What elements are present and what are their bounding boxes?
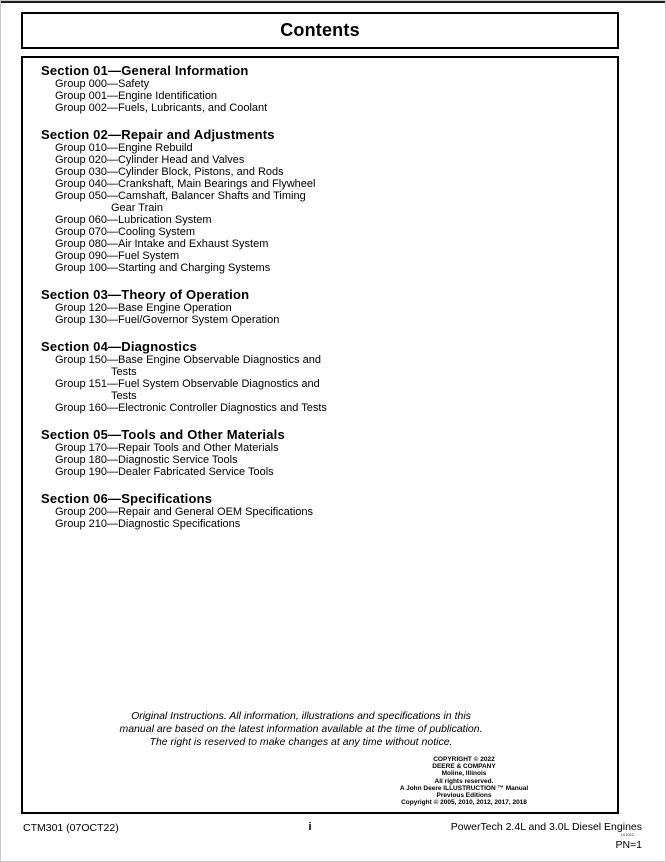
group-entry: Group 210—Diagnostic Specifications xyxy=(55,518,241,530)
publication-notice xyxy=(61,710,541,749)
copyright-line: DEERE & COMPANY xyxy=(432,763,496,771)
group-entry: Group 150—Base Engine Observable Diagnostics and xyxy=(55,354,321,366)
group-entry: Group 030—Cylinder Block, Pistons, and Rods xyxy=(55,166,284,178)
group-entry: Group 120—Base Engine Operation xyxy=(55,302,232,314)
section-heading: Section 06—Specifications xyxy=(41,491,213,506)
copyright-line: Copyright © 2005, 2010, 2012, 2017, 2018 xyxy=(401,799,527,807)
footer-manual-id: CTM301 (07OCT22) xyxy=(23,822,119,834)
section-heading: Section 01—General Information xyxy=(41,63,249,78)
footer-engine-name: PowerTech 2.4L and 3.0L Diesel Engines xyxy=(450,821,642,833)
group-entry-continuation: Tests xyxy=(111,390,137,402)
copyright-line: COPYRIGHT © 2022 xyxy=(433,756,495,763)
copyright-block xyxy=(331,756,597,806)
toc-section xyxy=(41,128,611,274)
toc-section xyxy=(41,492,611,530)
group-entry: Group 160—Electronic Controller Diagnostics and Tests xyxy=(55,402,327,414)
group-entry: Group 010—Engine Rebuild xyxy=(55,142,193,154)
group-entry: Group 000—Safety xyxy=(55,78,150,90)
group-entry: Group 100—Starting and Charging Systems xyxy=(55,262,271,274)
notice-line: The right is reserved to make changes at any time without notice. xyxy=(149,736,453,748)
footer-pn-number: PN=1 xyxy=(615,839,642,851)
group-entry: Group 001—Engine Identification xyxy=(55,90,218,102)
footer-page-number: i xyxy=(308,821,312,833)
toc-section xyxy=(41,428,611,478)
group-entry: Group 060—Lubrication System xyxy=(55,214,212,226)
title-box xyxy=(21,12,619,49)
toc-section xyxy=(41,288,611,326)
section-heading: Section 02—Repair and Adjustments xyxy=(41,127,275,142)
group-entry: Group 151—Fuel System Observable Diagnostics and xyxy=(55,378,320,390)
group-entry: Group 040—Crankshaft, Main Bearings and Flywheel xyxy=(55,178,316,190)
group-entry: Group 170—Repair Tools and Other Materials xyxy=(55,442,279,454)
page-title: Contents xyxy=(280,20,360,40)
notice-line: Original Instructions. All information, illustrations and specifications in this xyxy=(131,710,471,722)
group-entry: Group 190—Dealer Fabricated Service Tools xyxy=(55,466,274,478)
group-entry-continuation: Tests xyxy=(111,366,137,378)
group-entry-continuation: Gear Train xyxy=(111,202,163,214)
toc-section xyxy=(41,340,611,414)
contents-box xyxy=(21,56,619,814)
section-heading: Section 03—Theory of Operation xyxy=(41,287,250,302)
group-entry: Group 002—Fuels, Lubricants, and Coolant xyxy=(55,102,268,114)
group-entry: Group 130—Fuel/Governor System Operation xyxy=(55,314,280,326)
group-entry: Group 070—Cooling System xyxy=(55,226,196,238)
copyright-line: Moline, Illinois xyxy=(441,770,487,778)
toc-section xyxy=(41,64,611,114)
group-entry: Group 050—Camshaft, Balancer Shafts and Timing xyxy=(55,190,306,202)
group-entry: Group 080—Air Intake and Exhaust System xyxy=(55,238,269,250)
copyright-line: A John Deere ILLUSTRUCTION ™ Manual xyxy=(399,784,529,792)
copyright-line: All rights reserved. xyxy=(434,777,494,785)
group-entry: Group 200—Repair and General OEM Specifications xyxy=(55,506,314,518)
section-heading: Section 05—Tools and Other Materials xyxy=(41,427,285,442)
group-entry: Group 090—Fuel System xyxy=(55,250,180,262)
notice-line: manual are based on the latest information available at the time of publication. xyxy=(119,723,483,735)
toc-list xyxy=(41,64,611,530)
footer-print-code: 101022 xyxy=(620,832,634,837)
top-border-bar xyxy=(1,1,665,3)
section-heading: Section 04—Diagnostics xyxy=(41,339,198,354)
group-entry: Group 180—Diagnostic Service Tools xyxy=(55,454,238,466)
copyright-line: Previous Editions xyxy=(436,792,492,800)
group-entry: Group 020—Cylinder Head and Valves xyxy=(55,154,245,166)
